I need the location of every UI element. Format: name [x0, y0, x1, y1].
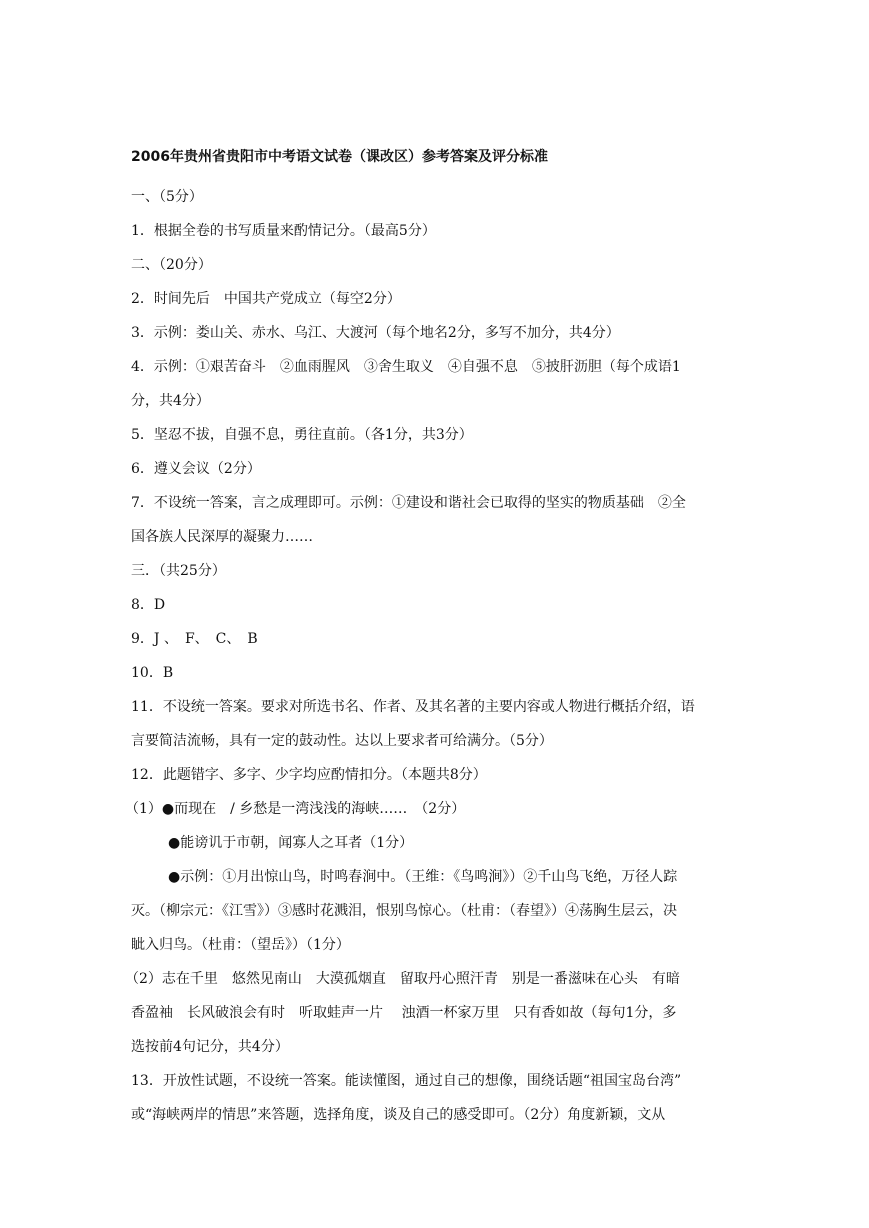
answer-12-part-1-bullet-3-continued: 灭。（柳宗元：《江雪》）③感时花溅泪，恨别鸟惊心。（杜甫：（春望》）④荡胸生层云，决: [131, 903, 677, 919]
answer-6: 6．遵义会议（2分）: [131, 461, 261, 477]
document-title: 2006年贵州省贵阳市中考语文试卷（课改区）参考答案及评分标准: [131, 149, 548, 165]
answer-13-continued: 或“海峡两岸的情思”来答题，选择角度，谈及自己的感受即可。（2分）角度新颖，文从: [131, 1107, 666, 1123]
answer-12-part-2-continued: 香盈袖 长风破浪会有时 听取蛙声一片 浊酒一杯家万里 只有香如故（每句1分，多: [131, 1005, 677, 1021]
answer-11-continued: 言要简洁流畅，具有一定的鼓动性。达以上要求者可给满分。（5分）: [131, 733, 553, 749]
answer-7-continued: 国各族人民深厚的凝聚力……: [131, 529, 313, 545]
answer-12-part-1: （1）●而现在 / 乡愁是一湾浅浅的海峡…… （2分）: [125, 801, 466, 817]
answer-13: 13．开放性试题，不设统一答案。能读懂图，通过自己的想像，围绕话题“祖国宝岛台湾”: [131, 1073, 682, 1089]
answer-12-part-1-bullet-3: ●示例：①月出惊山鸟，时鸣春涧中。（王维：《鸟鸣涧》）②千山鸟飞绝，万径人踪: [168, 869, 678, 885]
answer-9: 9．J 、 F、 C、 B: [131, 631, 258, 647]
answer-4-continued: 分，共4分）: [131, 393, 210, 409]
answer-7: 7．不设统一答案，言之成理即可。示例：①建设和谐社会已取得的坚实的物质基础 ②全: [131, 495, 686, 511]
section-3-heading: 三．（共25分）: [131, 563, 226, 579]
document-body: [125, 146, 741, 1132]
answer-10: 10．B: [131, 665, 174, 681]
answer-1: 1．根据全卷的书写质量来酌情记分。（最高5分）: [131, 223, 436, 239]
section-2-heading: 二、（20分）: [131, 257, 212, 273]
answer-8: 8．D: [131, 597, 166, 613]
answer-4: 4．示例：①艰苦奋斗 ②血雨腥风 ③舍生取义 ④自强不息 ⑤披肝沥胆（每个成语1: [131, 359, 681, 375]
answer-12-part-2: （2）志在千里 悠然见南山 大漠孤烟直 留取丹心照汗青 别是一番滋味在心头 有暗: [125, 971, 680, 987]
section-1-heading: 一、（5分）: [131, 189, 203, 205]
answer-12-part-1-bullet-3-end: 眦入归鸟。（杜甫：（望岳》）（1分）: [131, 937, 350, 953]
answer-5: 5．坚忍不拔，自强不息，勇往直前。（各1分，共3分）: [131, 427, 473, 443]
answer-2: 2．时间先后 中国共产党成立（每空2分）: [131, 291, 401, 307]
answer-11: 11．不设统一答案。要求对所选书名、作者、及其名著的主要内容或人物进行概括介绍，语: [131, 699, 695, 715]
answer-12-part-2-end: 选按前4句记分，共4分）: [131, 1039, 289, 1055]
answer-3: 3．示例：娄山关、赤水、乌江、大渡河（每个地名2分，多写不加分，共4分）: [131, 325, 620, 341]
answer-12-part-1-bullet-2: ●能谤讥于市朝，闻寡人之耳者（1分）: [168, 835, 414, 851]
answer-12: 12．此题错字、多字、少字均应酌情扣分。（本题共8分）: [131, 767, 487, 783]
